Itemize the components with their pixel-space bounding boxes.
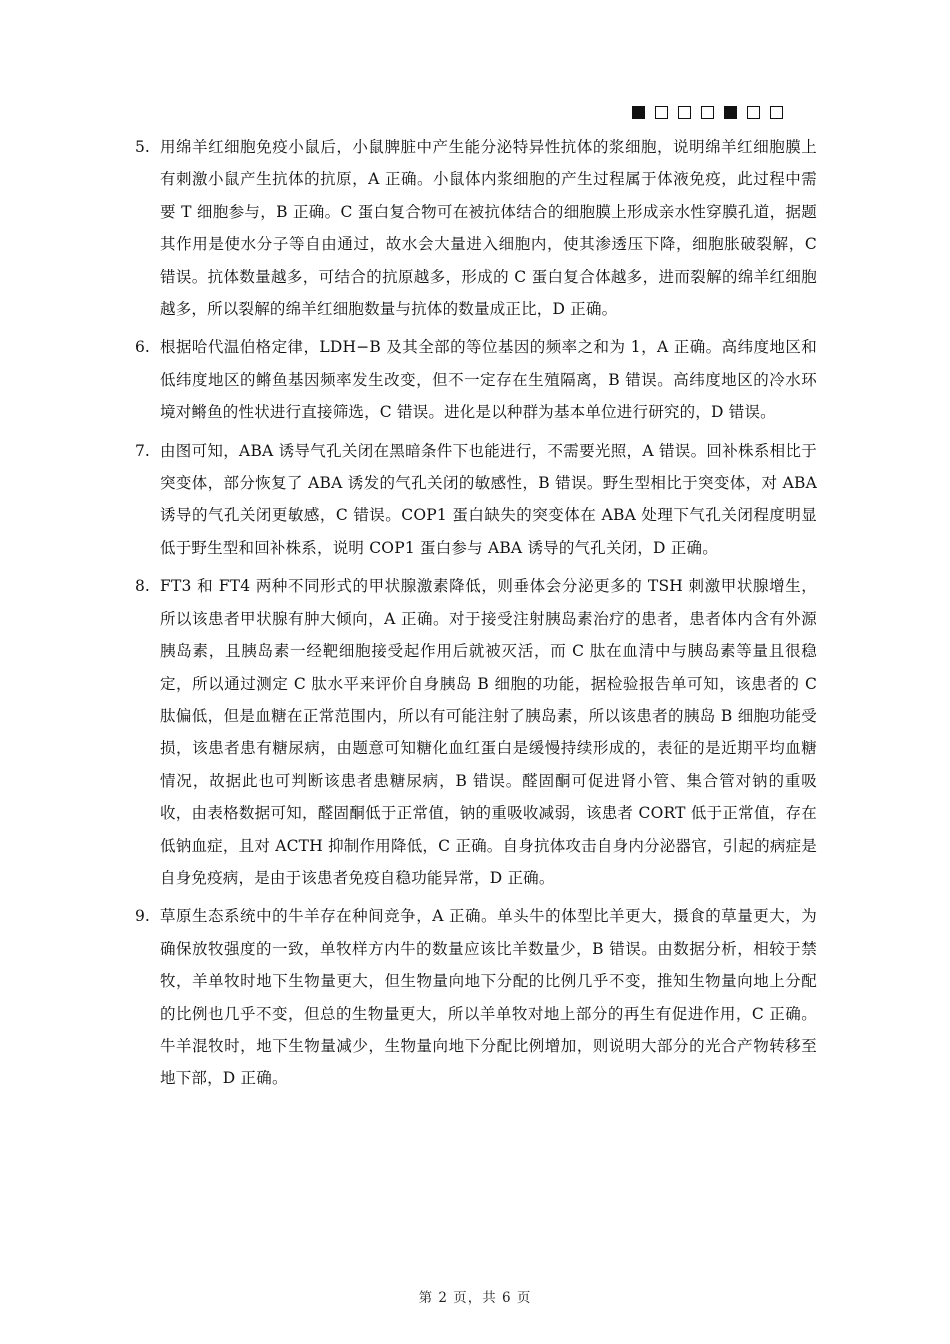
- header-mark-empty: [770, 106, 783, 119]
- item-number: 6.: [135, 338, 150, 357]
- header-progress-marks: [632, 106, 783, 119]
- item-text: 草原生态系统中的牛羊存在种间竞争，A 正确。单头牛的体型比羊更大，摄食的草量更大，为确保放牧强度的一致，单牧样方内牛的数量应该比羊数量少，B 错误。由数据分析，相较于禁牧，羊单牧时地下生物量更大，但生物量向地下分配的比例几乎不变，推知生物量向地上分配的比例也几乎不变，但总的生物量更大，所以羊单牧对地上部分的再生有促进作用，C 正确。牛羊混牧时，地下生物量减少，生物量向地下分配比例增加，则说明大部分的光合产物转移至地下部，D 正确。: [160, 907, 817, 1088]
- item-number: 7.: [135, 441, 150, 460]
- header-mark-empty: [747, 106, 760, 119]
- header-mark-filled: [724, 106, 737, 119]
- item-text: 由图可知，ABA 诱导气孔关闭在黑暗条件下也能进行，不需要光照，A 错误。回补株系相比于突变体，部分恢复了 ABA 诱发的气孔关闭的敏感性，B 错误。野生型相比于突变体，对 ABA 诱导的气孔关闭更敏感，C 错误。COP1 蛋白缺失的突变体在 ABA 处理下气孔关闭程度明显低于野生型和回补株系，说明 COP1 蛋白参与 ABA 诱导的气孔关闭，D 正确。: [160, 441, 817, 557]
- item-number: 8.: [135, 577, 150, 596]
- item-number: 5.: [135, 138, 150, 156]
- header-mark-filled: [632, 106, 645, 119]
- item-text: FT3 和 FT4 两种不同形式的甲状腺激素降低，则垂体会分泌更多的 TSH 刺激甲状腺增生，所以该患者甲状腺有肿大倾向，A 正确。对于接受注射胰岛素治疗的患者，患者体内含有外源胰岛素，且胰岛素一经靶细胞接受起作用后就被灭活，而 C 肽在血清中与胰岛素等量且很稳定，所以通过测定 C 肽水平来评价自身胰岛 B 细胞的功能，据检验报告单可知，该患者的 C 肽偏低，但是血糖在正常范围内，所以有可能注射了胰岛素，所以该患者的胰岛 B 细胞功能受损，该患者患有糖尿病，由题意可知糖化血红蛋白是缓慢持续形成的，表征的是近期平均血糖情况，故据此也可判断该患者患糖尿病，B 错误。醛固酮可促进肾小管、集合管对钠的重吸收，由表格数据可知，醛固酮低于正常值，钠的重吸收减弱，该患者 CORT 低于正常值，存在低钠血症，且对 ACTH 抑制作用降低，C 正确。自身抗体攻击自身内分泌器官，引起的病症是自身免疫病，是由于该患者免疫自稳功能异常，D 正确。: [160, 577, 817, 887]
- answer-explanations: [135, 131, 817, 1101]
- explanation-item-9: [135, 900, 817, 1094]
- header-mark-empty: [655, 106, 668, 119]
- explanation-item-5: [135, 131, 817, 325]
- item-text: 用绵羊红细胞免疫小鼠后，小鼠脾脏中产生能分泌特异性抗体的浆细胞，说明绵羊红细胞膜上有刺激小鼠产生抗体的抗原，A 正确。小鼠体内浆细胞的产生过程属于体液免疫，此过程中需要 T 细胞参与，B 正确。C 蛋白复合物可在被抗体结合的细胞膜上形成亲水性穿膜孔道，据题其作用是使水分子等自由通过，故水会大量进入细胞内，使其渗透压下降，细胞胀破裂解，C 错误。抗体数量越多，可结合的抗原越多，形成的 C 蛋白复合体越多，进而裂解的绵羊红细胞越多，所以裂解的绵羊红细胞数量与抗体的数量成正比，D 正确。: [160, 138, 817, 319]
- header-mark-empty: [678, 106, 691, 119]
- page-footer: 第 2 页，共 6 页: [418, 1290, 532, 1306]
- item-text: 根据哈代温伯格定律，LDH−B 及其全部的等位基因的频率之和为 1，A 正确。高纬度地区和低纬度地区的鳉鱼基因频率发生改变，但不一定存在生殖隔离，B 错误。高纬度地区的冷水环境对鳉鱼的性状进行直接筛选，C 错误。进化是以种群为基本单位进行研究的，D 错误。: [160, 338, 817, 422]
- explanation-item-6: [135, 331, 817, 428]
- explanation-item-7: [135, 435, 817, 565]
- header-mark-empty: [701, 106, 714, 119]
- explanation-item-8: [135, 570, 817, 894]
- item-number: 9.: [135, 907, 150, 926]
